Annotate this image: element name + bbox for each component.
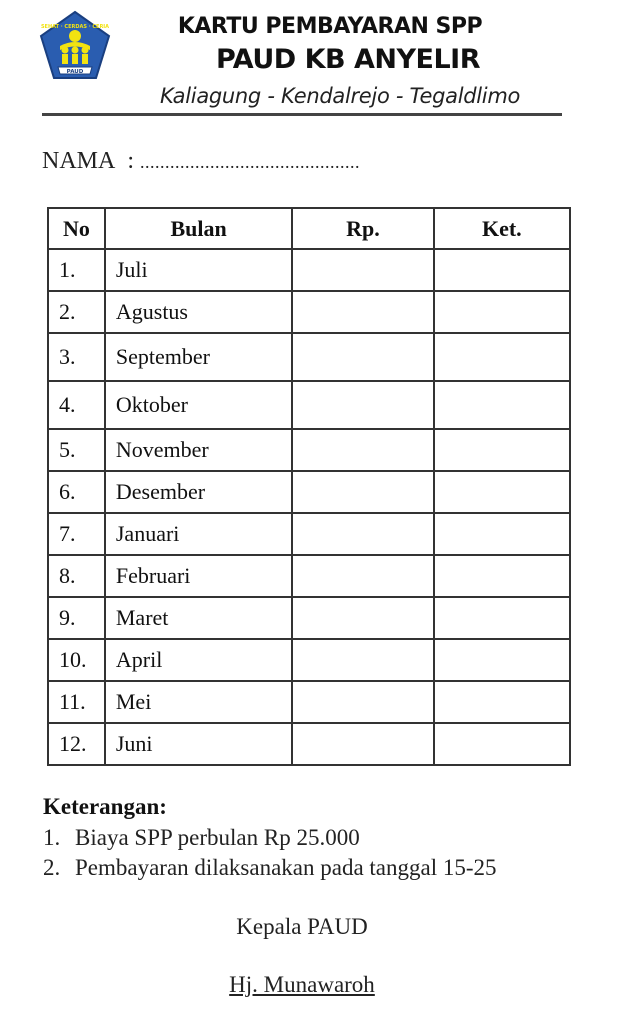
note-text: Pembayaran dilaksanakan pada tanggal 15-25 — [75, 855, 497, 880]
header-bulan: Bulan — [105, 208, 292, 249]
table-row — [48, 597, 570, 639]
payment-table — [47, 207, 571, 766]
row-amount-cell[interactable] — [292, 639, 433, 681]
name-field[interactable] — [42, 148, 360, 175]
table-row — [48, 471, 570, 513]
row-amount-cell[interactable] — [292, 681, 433, 723]
row-no: 7. — [48, 513, 105, 555]
header-divider — [42, 113, 562, 116]
svg-text:PAUD: PAUD — [66, 69, 84, 75]
row-no: 3. — [48, 333, 105, 381]
note-text: Biaya SPP perbulan Rp 25.000 — [75, 825, 360, 850]
table-header-row — [48, 208, 570, 249]
row-month: Juli — [105, 249, 292, 291]
table-row — [48, 513, 570, 555]
card-title: KARTU PEMBAYARAN SPP — [177, 14, 483, 39]
row-no: 6. — [48, 471, 105, 513]
row-month: Juni — [105, 723, 292, 765]
row-amount-cell[interactable] — [292, 429, 433, 471]
row-month: Januari — [105, 513, 292, 555]
name-blank-line[interactable]: ............................................ — [140, 152, 361, 172]
header-no: No — [48, 208, 105, 249]
header-rp: Rp. — [292, 208, 433, 249]
row-note-cell[interactable] — [434, 291, 570, 333]
row-no: 4. — [48, 381, 105, 429]
signatory-name: Hj. Munawaroh — [229, 972, 375, 997]
row-month: Maret — [105, 597, 292, 639]
row-no: 1. — [48, 249, 105, 291]
table-row — [48, 381, 570, 429]
row-note-cell[interactable] — [434, 723, 570, 765]
row-month: November — [105, 429, 292, 471]
name-separator: : — [127, 148, 135, 174]
notes-list — [43, 823, 497, 883]
row-note-cell[interactable] — [434, 381, 570, 429]
row-month: Desember — [105, 471, 292, 513]
table-row — [48, 639, 570, 681]
row-month: Mei — [105, 681, 292, 723]
row-note-cell[interactable] — [434, 681, 570, 723]
row-no: 8. — [48, 555, 105, 597]
row-amount-cell[interactable] — [292, 471, 433, 513]
row-note-cell[interactable] — [434, 555, 570, 597]
row-month: April — [105, 639, 292, 681]
row-amount-cell[interactable] — [292, 381, 433, 429]
table-row — [48, 429, 570, 471]
row-amount-cell[interactable] — [292, 333, 433, 381]
row-amount-cell[interactable] — [292, 249, 433, 291]
row-amount-cell[interactable] — [292, 291, 433, 333]
row-amount-cell[interactable] — [292, 723, 433, 765]
row-note-cell[interactable] — [434, 471, 570, 513]
table-row — [48, 333, 570, 381]
name-label: NAMA — [42, 148, 116, 174]
note-item — [43, 823, 497, 853]
row-month: Februari — [105, 555, 292, 597]
row-no: 10. — [48, 639, 105, 681]
table-row — [48, 555, 570, 597]
row-no: 12. — [48, 723, 105, 765]
row-note-cell[interactable] — [434, 429, 570, 471]
note-item — [43, 853, 497, 883]
note-number: 1. — [43, 825, 61, 850]
svg-text:SEHAT · CERDAS · CERIA: SEHAT · CERDAS · CERIA — [40, 24, 110, 30]
row-no: 5. — [48, 429, 105, 471]
table-row — [48, 723, 570, 765]
row-note-cell[interactable] — [434, 333, 570, 381]
notes-heading: Keterangan: — [43, 794, 167, 819]
header-ket: Ket. — [434, 208, 570, 249]
row-no: 2. — [48, 291, 105, 333]
school-location: Kaliagung - Kendalrejo - Tegaldlimo — [159, 84, 521, 108]
row-month: September — [105, 333, 292, 381]
note-number: 2. — [43, 855, 61, 880]
row-month: Agustus — [105, 291, 292, 333]
row-note-cell[interactable] — [434, 513, 570, 555]
row-no: 9. — [48, 597, 105, 639]
row-amount-cell[interactable] — [292, 513, 433, 555]
row-amount-cell[interactable] — [292, 597, 433, 639]
row-note-cell[interactable] — [434, 639, 570, 681]
school-name: PAUD KB ANYELIR — [215, 44, 481, 75]
row-amount-cell[interactable] — [292, 555, 433, 597]
table-row — [48, 291, 570, 333]
row-note-cell[interactable] — [434, 249, 570, 291]
row-no: 11. — [48, 681, 105, 723]
table-row — [48, 249, 570, 291]
row-note-cell[interactable] — [434, 597, 570, 639]
row-month: Oktober — [105, 381, 292, 429]
table-row — [48, 681, 570, 723]
signatory-role: Kepala PAUD — [236, 914, 368, 939]
